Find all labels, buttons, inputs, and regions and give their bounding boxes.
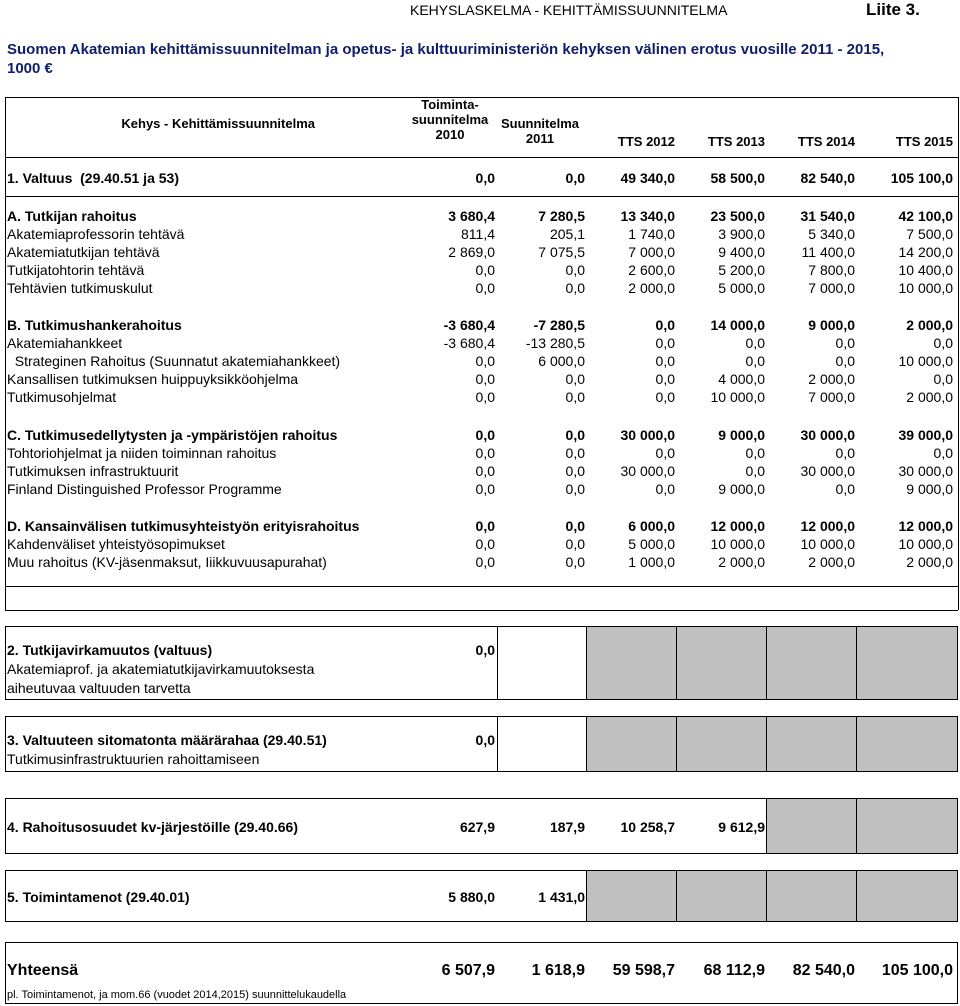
- row-value: 0,0: [565, 371, 585, 387]
- row-value: 3 680,4: [448, 208, 495, 224]
- row-value: 9 400,0: [718, 244, 765, 260]
- row-value: 0,0: [475, 280, 495, 296]
- total-value-2011: 1 618,9: [531, 962, 585, 979]
- row-value: 5 000,0: [628, 536, 675, 552]
- section-4-gray-area: [766, 799, 957, 853]
- section-3-line-1: Tutkimusinfrastruktuurien rahoittamiseen: [7, 751, 260, 767]
- row-value: 0,0: [655, 353, 675, 369]
- row-value: 0,0: [745, 445, 765, 461]
- row-value: 2 000,0: [718, 554, 765, 570]
- row-value: 0,0: [475, 445, 495, 461]
- row-value: 0,0: [475, 353, 495, 369]
- row-value: 0,0: [835, 335, 855, 351]
- table-row: [0, 370, 960, 388]
- row-value: 5 340,0: [808, 226, 855, 242]
- row-value: 6 000,0: [538, 353, 585, 369]
- row-value: 9 000,0: [718, 427, 765, 443]
- section-4-value-2011: 187,9: [549, 819, 585, 835]
- row-value: 0,0: [565, 389, 585, 405]
- column-header-tts-2013: TTS 2013: [707, 134, 765, 149]
- row-value: 31 540,0: [800, 208, 855, 224]
- row-value: 0,0: [933, 371, 953, 387]
- row-value: 2 869,0: [448, 244, 495, 260]
- column-header-2010: Toiminta- suunnitelma 2010: [411, 97, 489, 142]
- row-value: 58 500,0: [710, 170, 765, 186]
- row-value: 30 000,0: [898, 463, 953, 479]
- section-2-line-2: aiheutuvaa valtuuden tarvetta: [7, 680, 191, 696]
- row-value: 10 000,0: [898, 353, 953, 369]
- section-3-divider-2: [586, 716, 587, 772]
- row-value: 30 000,0: [620, 427, 675, 443]
- row-value: 0,0: [475, 554, 495, 570]
- row-label: Tutkimuksen infrastruktuurit: [7, 463, 179, 479]
- total-value-2014: 82 540,0: [792, 962, 855, 979]
- section-2-divider-5: [856, 626, 857, 700]
- section-3-divider-1: [497, 716, 498, 772]
- table-row: [0, 444, 960, 462]
- row-value: 0,0: [565, 536, 585, 552]
- section-2-divider-2: [586, 626, 587, 700]
- row-value: 7 500,0: [906, 226, 953, 242]
- column-header-tts-2012: TTS 2012: [617, 134, 675, 149]
- section-5-divider-1: [586, 870, 587, 922]
- row-value: 14 200,0: [898, 244, 953, 260]
- row-label: A. Tutkijan rahoitus: [7, 208, 137, 224]
- total-title: Yhteensä: [7, 962, 79, 979]
- row-value: 2 000,0: [906, 317, 953, 333]
- row-value: 9 000,0: [718, 481, 765, 497]
- section-2-line-1: Akatemiaprof. ja akatemiatutkijavirkamuutoksesta: [7, 661, 315, 677]
- row-value: 2 000,0: [906, 554, 953, 570]
- table-row: [0, 316, 960, 334]
- row-value: 0,0: [655, 335, 675, 351]
- section-2-gray-area: [586, 627, 957, 699]
- row-value: 7 000,0: [808, 389, 855, 405]
- section-5-gray-area: [586, 871, 957, 921]
- section-3-title: 3. Valtuuteen sitomatonta määrärahaa (29.40.51): [7, 732, 327, 748]
- section-2-value: 0,0: [475, 642, 495, 658]
- total-value-2010: 6 507,9: [441, 962, 495, 979]
- row-value: 10 000,0: [898, 536, 953, 552]
- row-label: Tohtoriohjelmat ja niiden toiminnan rahoitus: [7, 445, 277, 461]
- section-2-divider-4: [766, 626, 767, 700]
- row-value: 82 540,0: [800, 170, 855, 186]
- row-label: Akatemiaprofessorin tehtävä: [7, 226, 185, 242]
- row-value: 0,0: [835, 445, 855, 461]
- row-value: 2 000,0: [906, 389, 953, 405]
- section-4-value-2012: 10 258,7: [620, 819, 675, 835]
- row-value: 0,0: [475, 371, 495, 387]
- row-value: -3 680,4: [443, 335, 495, 351]
- section-2-divider-3: [676, 626, 677, 700]
- row-value: 0,0: [475, 170, 495, 186]
- row-value: 49 340,0: [620, 170, 675, 186]
- row-value: 1 740,0: [628, 226, 675, 242]
- row-value: 0,0: [565, 262, 585, 278]
- row-value: 6 000,0: [628, 518, 675, 534]
- row-value: 0,0: [655, 371, 675, 387]
- section-5-value-2011: 1 431,0: [538, 889, 585, 905]
- row-value: 0,0: [475, 481, 495, 497]
- total-value-2013: 68 112,9: [703, 962, 765, 979]
- table-row: [0, 426, 960, 444]
- row-value: 0,0: [475, 262, 495, 278]
- row-value: 0,0: [565, 481, 585, 497]
- row-value: 811,4: [461, 226, 495, 242]
- section-3-value: 0,0: [475, 732, 495, 748]
- table-row: [0, 243, 960, 261]
- row-value: 0,0: [565, 554, 585, 570]
- row-value: 12 000,0: [898, 518, 953, 534]
- row-label: Tutkimusohjelmat: [7, 389, 117, 405]
- row-value: 2 600,0: [628, 262, 675, 278]
- section-2-title: 2. Tutkijavirkamuutos (valtuus): [7, 642, 213, 658]
- row-value: 13 340,0: [620, 208, 675, 224]
- row-value: 23 500,0: [710, 208, 765, 224]
- row-label: Akatemiatutkijan tehtävä: [7, 244, 160, 260]
- row-label: Muu rahoitus (KV-jäsenmaksut, Iiikkuvuusapurahat): [7, 554, 327, 570]
- section-5-divider-4: [856, 870, 857, 922]
- table-row: [0, 462, 960, 480]
- section-5-divider-3: [766, 870, 767, 922]
- section-4-divider-1: [766, 798, 767, 854]
- row-label: B. Tutkimushankerahoitus: [7, 317, 182, 333]
- row-value: 7 280,5: [538, 208, 585, 224]
- row-value: 0,0: [565, 445, 585, 461]
- row-value: 0,0: [565, 518, 585, 534]
- appendix-label: Liite 3.: [866, 0, 920, 19]
- row-value: 0,0: [475, 536, 495, 552]
- spacer-row-bottom-border: [5, 610, 958, 611]
- row-value: 30 000,0: [800, 463, 855, 479]
- row-value: 1 000,0: [628, 554, 675, 570]
- section-4-divider-2: [856, 798, 857, 854]
- section-5-value-2010: 5 880,0: [448, 889, 495, 905]
- row-label: Tehtävien tutkimuskulut: [7, 280, 153, 296]
- column-header-tts-2015: TTS 2015: [895, 134, 953, 149]
- header-bottom-border: [5, 157, 958, 158]
- row-value: 205,1: [549, 226, 585, 242]
- row-value: 7 000,0: [628, 244, 675, 260]
- row-label: Strateginen Rahoitus (Suunnatut akatemiahankkeet): [7, 353, 341, 369]
- row-value: 39 000,0: [898, 427, 953, 443]
- row-value: 10 000,0: [710, 389, 765, 405]
- section-5-title: 5. Toimintamenot (29.40.01): [7, 889, 190, 905]
- column-header-label: Kehys - Kehittämissuunnitelma: [121, 116, 315, 131]
- table-row: [0, 225, 960, 243]
- row-value: 9 000,0: [906, 481, 953, 497]
- row-value: 0,0: [475, 427, 495, 443]
- row-value: 0,0: [655, 317, 675, 333]
- row-value: 0,0: [655, 445, 675, 461]
- row-value: 0,0: [565, 463, 585, 479]
- row-label: Kansallisen tutkimuksen huippuyksikköohjelma: [7, 371, 299, 387]
- row-label: Tutkijatohtorin tehtävä: [7, 262, 145, 278]
- total-value-2012: 59 598,7: [612, 962, 675, 979]
- row-value: 0,0: [565, 427, 585, 443]
- table-row: [0, 352, 960, 370]
- document-header-title: KEHYSLASKELMA - KEHITTÄMISSUUNNITELMA: [410, 2, 728, 18]
- table-row: [0, 169, 960, 187]
- row-value: 0,0: [565, 170, 585, 186]
- table-row: [0, 535, 960, 553]
- row-value: 5 200,0: [718, 262, 765, 278]
- page-title: Suomen Akatemian kehittämissuunnitelman ja opetus- ja kulttuuriministeriön kehyksen välinen erotus vuosille 2011 - 2015, 1000 €: [7, 41, 885, 77]
- table-row: [0, 207, 960, 225]
- row-value: 0,0: [835, 353, 855, 369]
- row-value: 30 000,0: [620, 463, 675, 479]
- row-label: 1. Valtuus (29.40.51 ja 53): [7, 170, 179, 186]
- total-value-2015: 105 100,0: [881, 962, 953, 979]
- row-value: 0,0: [475, 463, 495, 479]
- section-4-value-2010: 627,9: [459, 819, 495, 835]
- row-value: 9 000,0: [808, 317, 855, 333]
- row-value: 11 400,0: [801, 244, 855, 260]
- row-label: Finland Distinguished Professor Programme: [7, 481, 282, 497]
- row-value: 5 000,0: [718, 280, 765, 296]
- row-value: 10 000,0: [898, 280, 953, 296]
- row-value: 2 000,0: [808, 371, 855, 387]
- row-value: 0,0: [475, 518, 495, 534]
- table-row: [0, 480, 960, 498]
- row-value: 4 000,0: [718, 371, 765, 387]
- row-value: 0,0: [745, 463, 765, 479]
- valtuus-bottom-border: [5, 196, 958, 197]
- row-value: 12 000,0: [710, 518, 765, 534]
- row-value: 0,0: [745, 335, 765, 351]
- row-value: 12 000,0: [800, 518, 855, 534]
- row-label: Kahdenväliset yhteistyösopimukset: [7, 536, 225, 552]
- table-row: [0, 279, 960, 297]
- row-value: 10 400,0: [898, 262, 953, 278]
- row-value: -7 280,5: [533, 317, 585, 333]
- row-value: 0,0: [933, 335, 953, 351]
- row-label: C. Tutkimusedellytysten ja -ympäristöjen rahoitus: [7, 427, 338, 443]
- section-3-divider-3: [676, 716, 677, 772]
- row-value: 7 000,0: [808, 280, 855, 296]
- row-label: Akatemiahankkeet: [7, 335, 123, 351]
- table-row: [0, 388, 960, 406]
- row-value: 0,0: [745, 353, 765, 369]
- row-value: 10 000,0: [800, 536, 855, 552]
- row-value: 3 900,0: [718, 226, 765, 242]
- column-header-tts-2014: TTS 2014: [797, 134, 855, 149]
- row-value: 7 075,5: [538, 244, 585, 260]
- row-value: 2 000,0: [628, 280, 675, 296]
- row-value: 0,0: [565, 280, 585, 296]
- section-5-divider-2: [676, 870, 677, 922]
- table-row: [0, 553, 960, 571]
- row-value: 0,0: [475, 389, 495, 405]
- row-value: 2 000,0: [808, 554, 855, 570]
- row-value: 42 100,0: [898, 208, 953, 224]
- row-value: 30 000,0: [800, 427, 855, 443]
- row-value: 0,0: [933, 445, 953, 461]
- row-value: 0,0: [835, 481, 855, 497]
- section-3-divider-4: [766, 716, 767, 772]
- row-value: 0,0: [655, 481, 675, 497]
- row-value: 7 800,0: [808, 262, 855, 278]
- footnote: pl. Toimintamenot, ja mom.66 (vuodet 2014,2015) suunnittelukaudella: [7, 989, 347, 1001]
- section-3-gray-area: [586, 717, 957, 771]
- table-row: [0, 334, 960, 352]
- section-4-value-2013: 9 612,9: [718, 819, 765, 835]
- section-3-divider-5: [856, 716, 857, 772]
- section-4-title: 4. Rahoitusosuudet kv-järjestöille (29.40.66): [7, 819, 298, 835]
- row-value: -13 280,5: [525, 335, 585, 351]
- row-label: D. Kansainvälisen tutkimusyhteistyön erityisrahoitus: [7, 518, 360, 534]
- row-value: 0,0: [655, 389, 675, 405]
- section-2-divider-1: [497, 626, 498, 700]
- table-row: [0, 517, 960, 535]
- row-value: -3 680,4: [443, 317, 495, 333]
- row-value: 14 000,0: [710, 317, 765, 333]
- spacer-row-top-border: [5, 586, 958, 587]
- column-header-2011: Suunnitelma 2011: [500, 116, 579, 146]
- row-value: 10 000,0: [710, 536, 765, 552]
- table-row: [0, 261, 960, 279]
- row-value: 105 100,0: [890, 170, 953, 186]
